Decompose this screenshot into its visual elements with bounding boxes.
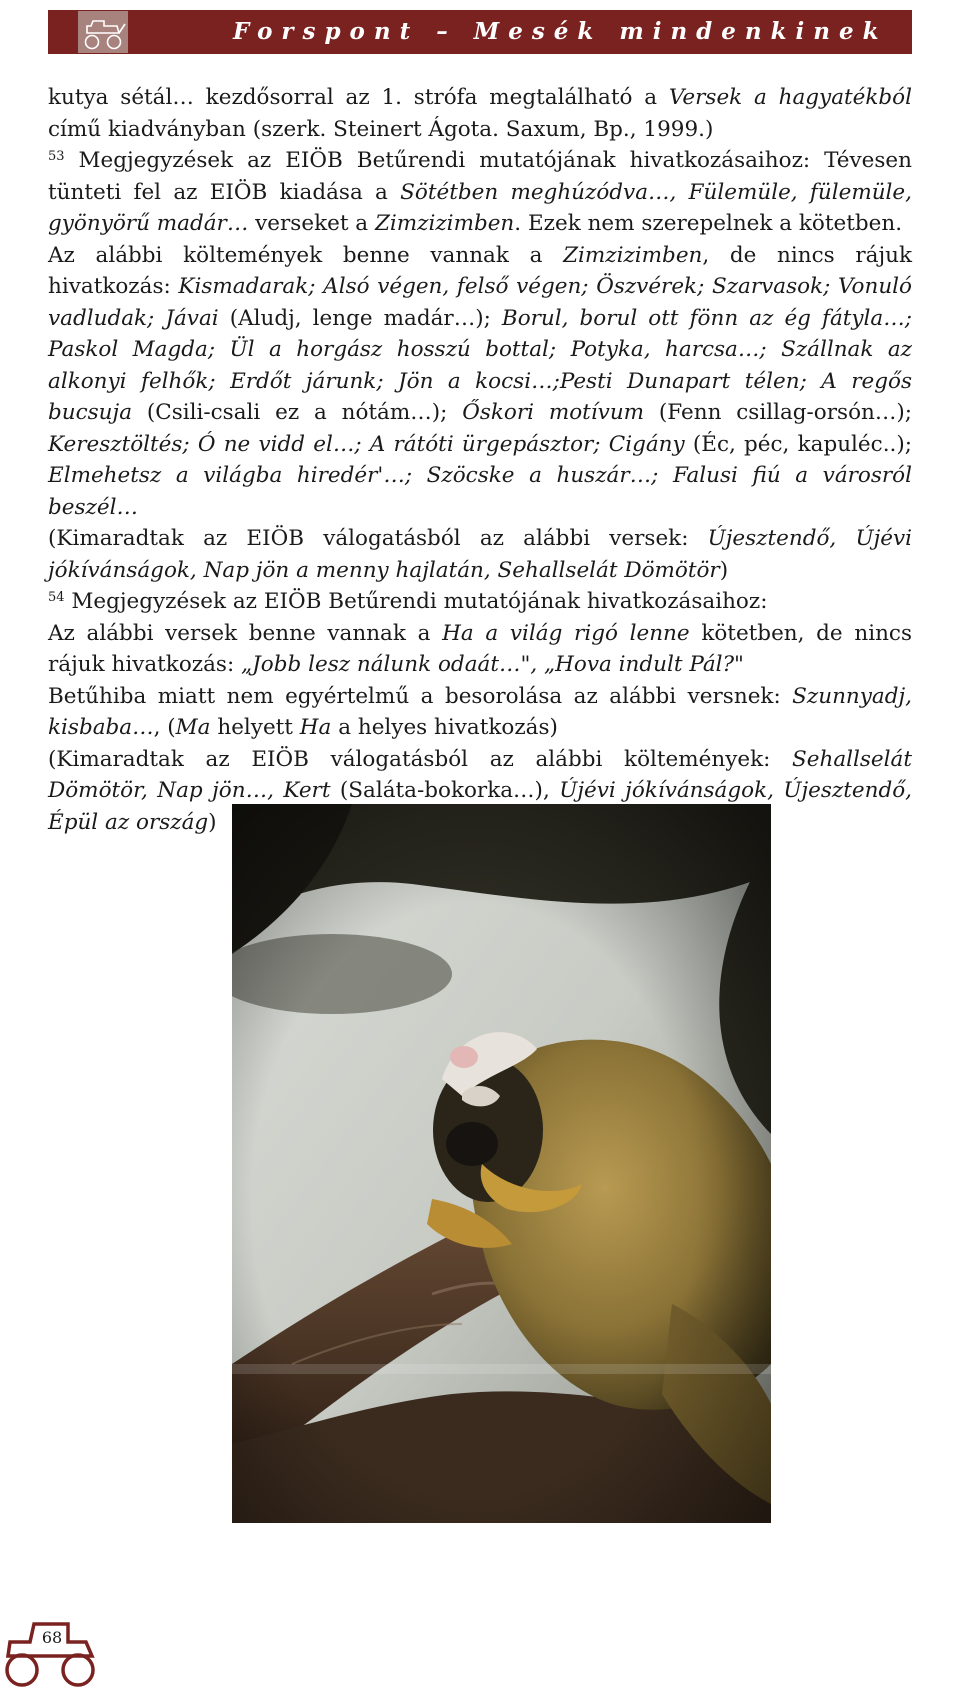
italic-title-text: Sötétben meghúzódva…, Fülemüle, fülemüle, gyönyörű madár… [48,179,912,236]
carriage-icon [78,11,128,53]
paragraph-p1 [48,145,912,240]
italic-title-text: Borul, borul ott fönn az ég fátyla…; Paskol Magda; Ül a horgász hosszú bottal; Potyka, harcsa…; Szállnak az alkonyi felhők; Erdőt járunk; Jön a kocsi…;Pesti Dunapart télen; A regős bucsuja [48,305,912,425]
paragraph-p6 [48,681,912,744]
italic-title-text: Versek a hagyatékból [668,85,912,110]
monkey-photo [232,804,771,1523]
text-run: (Kimaradtak az EIÖB válogatásból az alábbi versek: [48,526,708,551]
italic-title-text: Szunnyadj, kisbaba… [48,683,912,740]
italic-title-text: „Jobb lesz nálunk odaát…", „Hova indult Pál?" [241,652,744,677]
text-run: Az alábbi költemények benne vannak a [48,242,564,268]
text-run: (Aludj, lenge madár…); [218,305,502,331]
text-run: Megjegyzések az EIÖB Betűrendi mutatójának hivatkozásaihoz: Tévesen tünteti fel az EIÖB kiadása a [48,148,912,205]
paragraph-p2 [48,240,912,524]
italic-title-text: Kismadarak; Alsó végen, felső végen; Öszvérek; Szarvasok; Vonuló vadludak; Jávai [48,274,913,331]
paragraph-p5 [48,618,912,681]
italic-title-text: Újévi jókívánságok, Újesztendő, Épül az ország [48,778,912,835]
text-run: , de nincs rájuk hivatkozás: [48,242,913,299]
text-run: (Éc, péc, kapuléc..); [684,431,912,457]
text-run: című kiadványban (szerk. Steinert Ágota. Saxum, Bp., 1999.) [48,116,714,142]
page-header [48,10,912,54]
text-run: kötetben, de nincs rájuk hivatkozás: [48,620,912,677]
italic-title-text: Ha a világ rigó lenne [442,620,690,646]
text-run: verseket a [248,211,375,236]
paragraph-p4 [48,586,912,618]
page-number: 68 [41,1628,63,1647]
paragraph-p3 [48,523,912,586]
text-run: Az alábbi versek benne vannak a [48,620,443,646]
body-text [48,82,912,838]
text-run: helyett [210,715,300,740]
italic-title-text: Keresztöltés; Ó ne vidd el…; A rátóti ürgepásztor; Cigány [48,431,685,457]
italic-title-text: Ma [175,715,211,740]
italic-title-text: Zimzizimben [563,242,703,268]
text-run: kutya sétál… kezdősorral az 1. strófa megtalálható a [48,85,669,110]
text-run: ) [208,809,217,835]
text-run: Betűhiba miatt nem egyértelmű a besorolása az alábbi versnek: [48,683,793,709]
italic-title-text: Őskori motívum [462,400,645,425]
footnote-number: 53 [48,149,65,164]
text-run: Megjegyzések az EIÖB Betűrendi mutatójának hivatkozásaihoz: [64,589,768,614]
text-run: (Csili-csali ez a nótám…); [132,400,463,425]
italic-title-text: Ha [299,715,332,740]
text-run: (Fenn csillag-orsón…); [644,400,912,425]
paragraph-p0 [48,82,912,145]
italic-title-text: Elmehetsz a világba hiredér'…; Szöcske a huszár…; Falusi fiú a városról beszél… [48,463,912,520]
italic-title-text: Sehallselát Dömötör, Nap jön…, Kert [48,746,912,803]
text-run: (Kimaradtak az EIÖB válogatásból az alábbi költemények: [48,746,793,772]
text-run: ) [719,557,729,583]
italic-title-text: Újesztendő, Újévi jókívánságok, Nap jön a menny hajlatán, Sehallselát Dömötör [48,526,912,583]
text-run: . Ezek nem szerepelnek a kötetben. [514,211,903,236]
text-run: , ( [153,715,176,740]
running-header-title: Forspont – Mesék mindenkinek [233,18,888,45]
footnote-number: 54 [48,590,65,605]
italic-title-text: Zimzizimben [374,211,515,236]
text-run: a helyes hivatkozás) [331,715,558,740]
text-run: (Saláta-bokorka…), [330,778,560,803]
